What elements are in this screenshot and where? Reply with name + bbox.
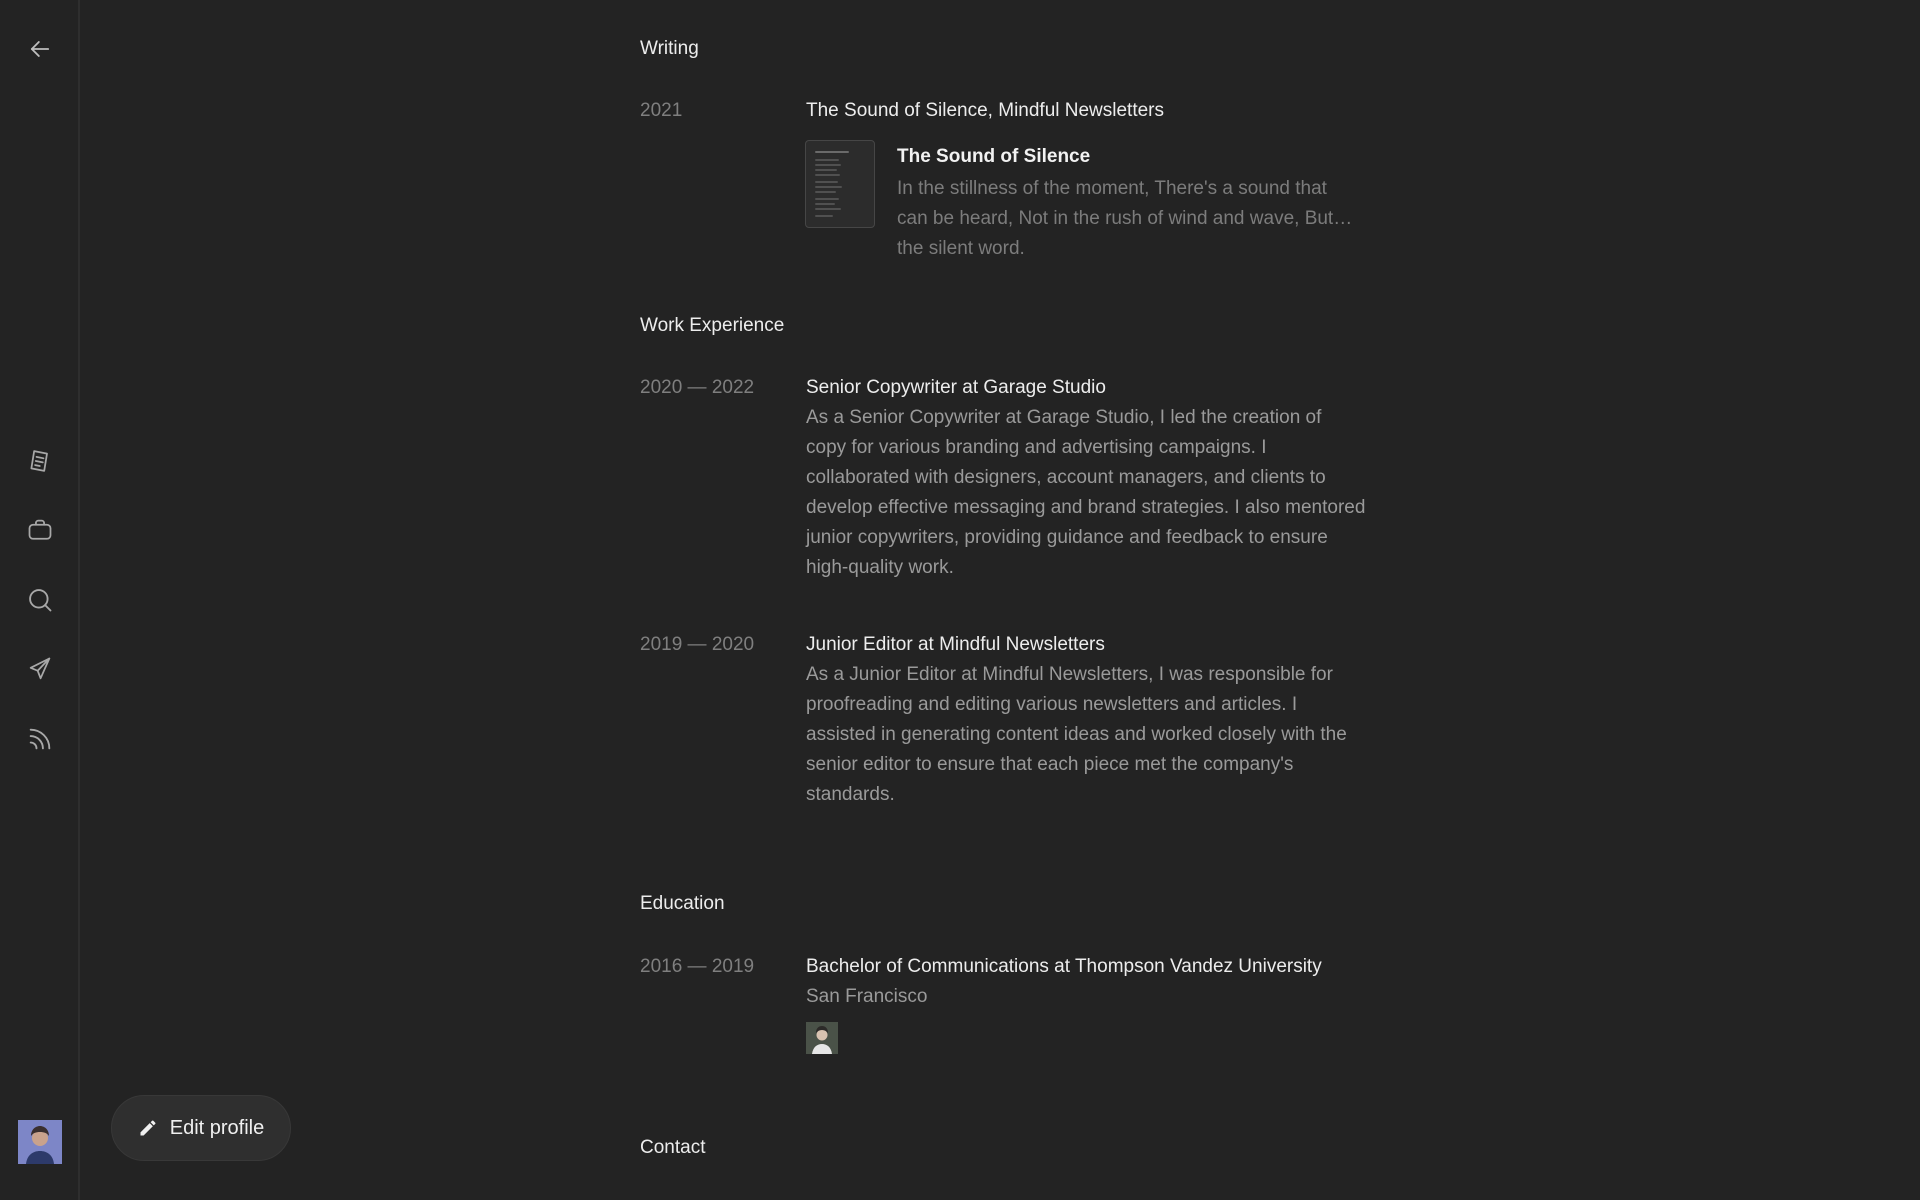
- work-years: 2019 — 2020: [640, 634, 755, 655]
- send-icon: [26, 655, 54, 683]
- work-heading: Work Experience: [640, 315, 785, 336]
- education-avatar: [806, 1022, 838, 1054]
- writing-thumbnail: [805, 140, 875, 228]
- search-icon: [26, 586, 54, 614]
- nav-feed-button[interactable]: [20, 719, 60, 759]
- nav-work-button[interactable]: [20, 510, 60, 550]
- avatar-image: [18, 1120, 62, 1164]
- education-heading: Education: [640, 893, 725, 914]
- nav-writing-button[interactable]: [20, 441, 60, 481]
- writing-year: 2021: [640, 100, 683, 121]
- writing-heading: Writing: [640, 38, 699, 59]
- writing-card-excerpt: In the stillness of the moment, There's a sound that can be heard, Not in the rush of wind and wave, But in the silent word.: [897, 178, 1354, 259]
- briefcase-icon: [26, 516, 54, 544]
- avatar-image: [806, 1022, 838, 1054]
- education-years: 2016 — 2019: [640, 956, 755, 977]
- nav-send-button[interactable]: [20, 649, 60, 689]
- contact-heading: Contact: [640, 1137, 706, 1158]
- work-years: 2020 — 2022: [640, 377, 755, 398]
- education-entry-title: Bachelor of Communications at Thompson Vandez University: [806, 956, 1322, 977]
- back-button[interactable]: [20, 29, 60, 69]
- writing-card[interactable]: [805, 140, 1365, 259]
- user-avatar[interactable]: [18, 1120, 62, 1164]
- sidebar: [0, 0, 80, 1200]
- work-entry-title: Senior Copywriter at Garage Studio: [806, 377, 1106, 398]
- arrow-left-icon: [26, 35, 54, 63]
- document-icon: [26, 447, 54, 475]
- education-location: San Francisco: [806, 986, 928, 1007]
- work-entry-title: Junior Editor at Mindful Newsletters: [806, 634, 1105, 655]
- pencil-icon: [138, 1118, 158, 1138]
- work-entry-description: As a Junior Editor at Mindful Newsletters, I was responsible for proofreading and editing various newsletters and articles. I assisted in generating content ideas and worked closely with the senior editor to ensure that each piece met the company's standards.: [806, 664, 1347, 805]
- nav-search-button[interactable]: [20, 580, 60, 620]
- edit-profile-label: Edit profile: [169, 1116, 265, 1139]
- rss-icon: [26, 725, 54, 753]
- edit-profile-button[interactable]: [111, 1095, 291, 1161]
- writing-entry-title[interactable]: The Sound of Silence, Mindful Newsletters: [806, 100, 1165, 121]
- writing-card-title: The Sound of Silence: [897, 146, 1091, 167]
- work-entry-description: As a Senior Copywriter at Garage Studio, I led the creation of copy for various branding and advertising campaigns. I collaborated with designers, account managers, and clients to develop effective messaging and brand strategies. I also mentored junior copywriters, providing guidance and feedback to ensure high-quality work.: [806, 407, 1366, 578]
